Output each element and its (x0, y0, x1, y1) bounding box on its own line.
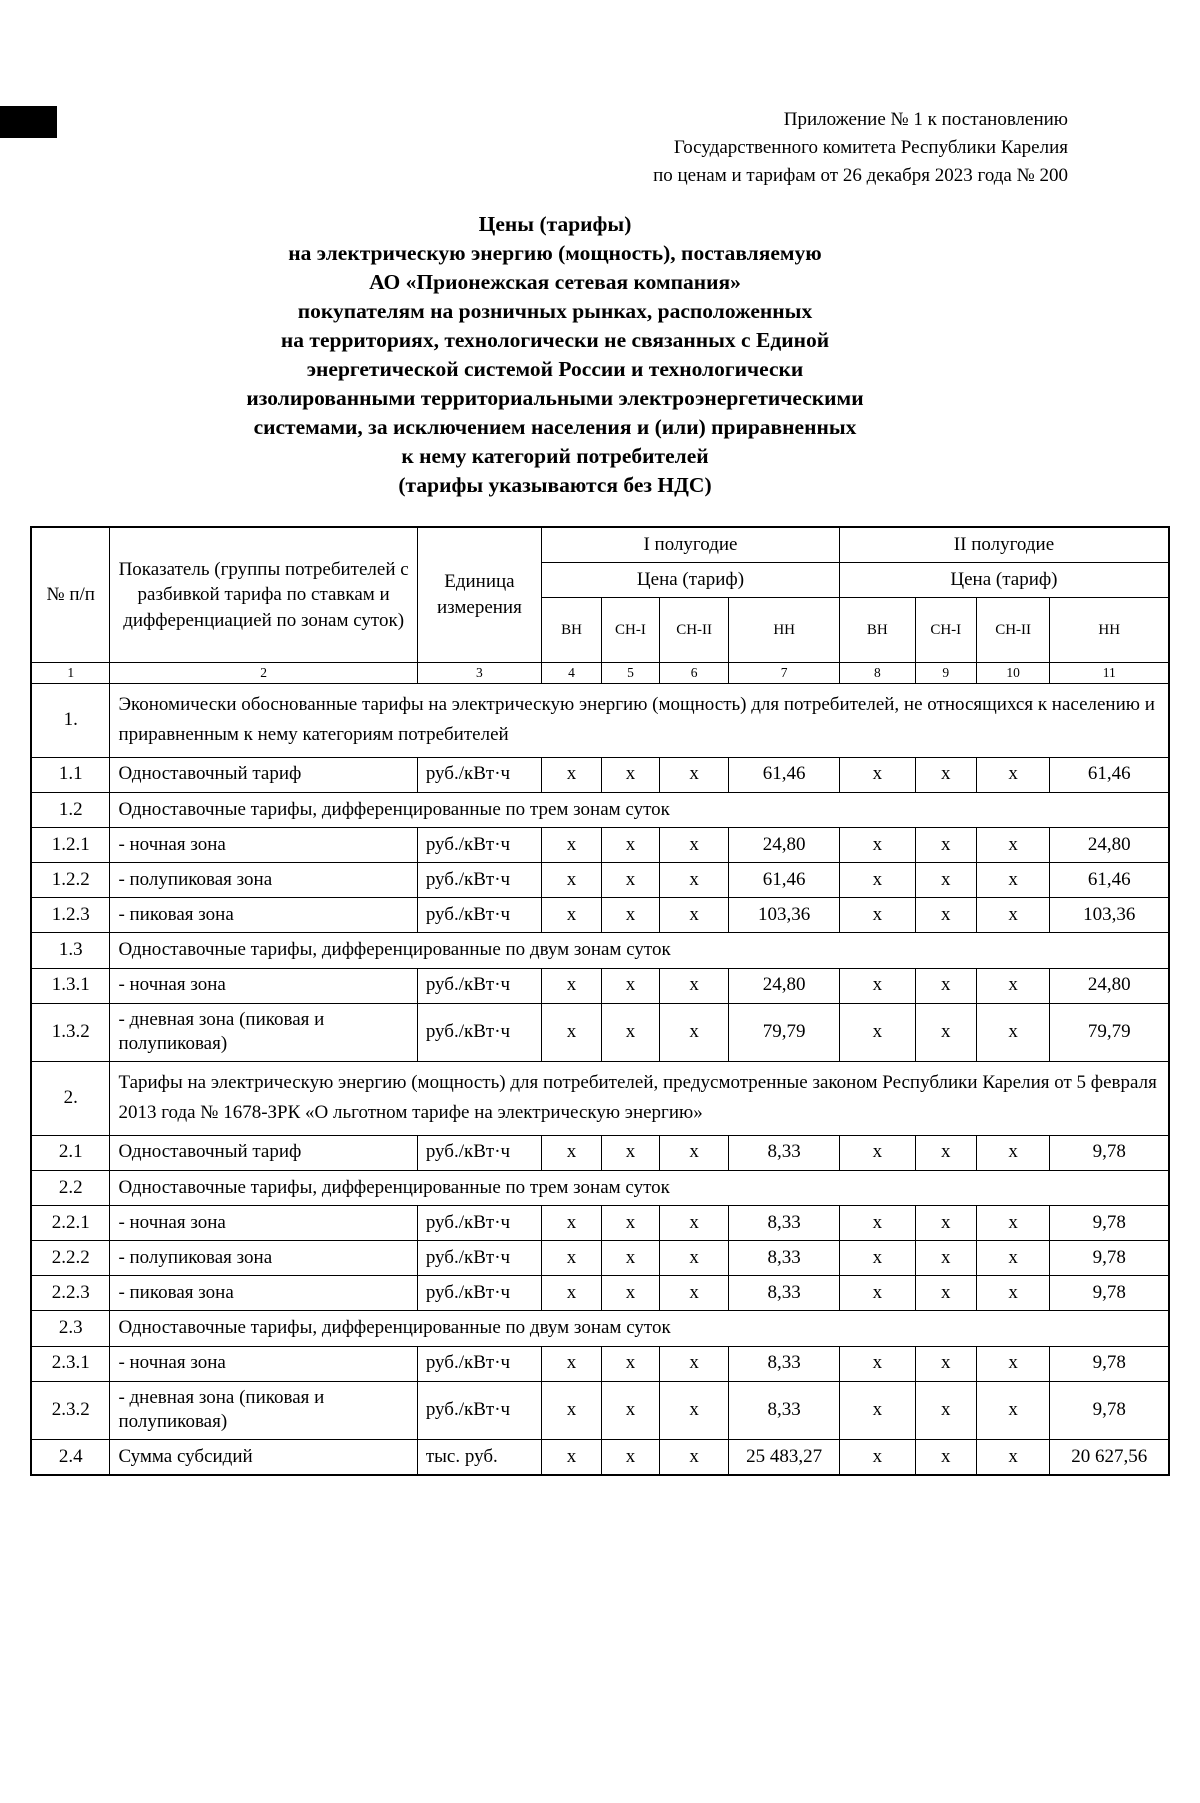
half1-x-cell: х (602, 1241, 660, 1276)
half2-x-cell: х (839, 1276, 915, 1311)
half1-x-cell: х (542, 1439, 602, 1475)
title-line: АО «Прионежская сетевая компания» (369, 270, 741, 294)
half2-nn-value: 20 627,56 (1050, 1439, 1169, 1475)
title-line: на электрическую энергию (мощность), поставляемую (288, 241, 822, 265)
half1-nn-value: 25 483,27 (729, 1439, 840, 1475)
annex-reference (0, 106, 1068, 190)
table-row (31, 1241, 1169, 1276)
half1-nn-value: 8,33 (729, 1381, 840, 1439)
half2-nn-value: 9,78 (1050, 1135, 1169, 1170)
column-number: 8 (839, 663, 915, 684)
half1-x-cell: х (602, 1135, 660, 1170)
half1-x-cell: х (542, 968, 602, 1003)
half1-x-cell: х (602, 1346, 660, 1381)
half1-x-cell: х (542, 1003, 602, 1061)
table-row (31, 1206, 1169, 1241)
title-line: покупателям на розничных рынках, расположенных (297, 299, 813, 323)
table-row (31, 828, 1169, 863)
half2-x-cell: х (915, 828, 976, 863)
header-voltage-sn1: СН-I (602, 598, 660, 663)
table-section-row (31, 1061, 1169, 1135)
half2-x-cell: х (915, 968, 976, 1003)
column-number: 4 (542, 663, 602, 684)
row-indicator: - ночная зона (110, 1346, 417, 1381)
half2-nn-value: 9,78 (1050, 1276, 1169, 1311)
row-section-text: Тарифы на электрическую энергию (мощность) для потребителей, предусмотренные законом Республики Карелия от 5 февраля 2013 года № 1678-ЗРК «О льготном тарифе на электрическую энергию» (110, 1061, 1169, 1135)
header-voltage-nn: НН (1050, 598, 1169, 663)
half2-x-cell: х (915, 898, 976, 933)
table-row (31, 1003, 1169, 1061)
row-section-text: Одноставочные тарифы, дифференцированные по трем зонам суток (110, 1170, 1169, 1205)
column-number: 10 (976, 663, 1050, 684)
half2-x-cell: х (915, 863, 976, 898)
annex-line: по ценам и тарифам от 26 декабря 2023 года № 200 (653, 165, 1068, 186)
row-indicator: - пиковая зона (110, 1276, 417, 1311)
half1-nn-value: 24,80 (729, 828, 840, 863)
row-unit: руб./кВт·ч (417, 968, 541, 1003)
header-half2: II полугодие (839, 527, 1169, 563)
header-col-indicator: Показатель (группы потребителей с разбивкой тарифа по ставкам и дифференциацией по зонам суток) (110, 527, 417, 663)
half1-x-cell: х (542, 828, 602, 863)
half1-x-cell: х (659, 863, 728, 898)
row-number: 2.3.1 (31, 1346, 110, 1381)
row-unit: тыс. руб. (417, 1439, 541, 1475)
column-number: 7 (729, 663, 840, 684)
half1-x-cell: х (602, 863, 660, 898)
half2-x-cell: х (976, 898, 1050, 933)
header-voltage-sn2: СН-II (976, 598, 1050, 663)
half2-nn-value: 24,80 (1050, 828, 1169, 863)
half2-x-cell: х (976, 1276, 1050, 1311)
tariff-table (30, 526, 1170, 1476)
row-unit: руб./кВт·ч (417, 1346, 541, 1381)
row-number: 1.3 (31, 933, 110, 968)
row-number: 2.2.1 (31, 1206, 110, 1241)
table-row (31, 1381, 1169, 1439)
half1-x-cell: х (602, 757, 660, 792)
row-number: 1.2.1 (31, 828, 110, 863)
half2-x-cell: х (839, 968, 915, 1003)
column-number: 11 (1050, 663, 1169, 684)
header-row-halves (31, 527, 1169, 563)
row-unit: руб./кВт·ч (417, 1276, 541, 1311)
row-unit: руб./кВт·ч (417, 1241, 541, 1276)
header-col-unit: Единица измерения (417, 527, 541, 663)
column-number: 5 (602, 663, 660, 684)
half2-x-cell: х (976, 828, 1050, 863)
row-indicator: - полупиковая зона (110, 863, 417, 898)
row-number: 1.2 (31, 792, 110, 827)
row-number: 1. (31, 684, 110, 758)
column-number: 1 (31, 663, 110, 684)
annex-line: Государственного комитета Республики Карелия (673, 137, 1068, 158)
row-indicator: - ночная зона (110, 1206, 417, 1241)
half2-nn-value: 24,80 (1050, 968, 1169, 1003)
row-indicator: - дневная зона (пиковая и полупиковая) (110, 1381, 417, 1439)
half2-x-cell: х (976, 1135, 1050, 1170)
row-indicator: - ночная зона (110, 828, 417, 863)
row-indicator: Одноставочный тариф (110, 757, 417, 792)
half2-x-cell: х (839, 1439, 915, 1475)
half2-x-cell: х (839, 1206, 915, 1241)
half1-x-cell: х (602, 1003, 660, 1061)
row-unit: руб./кВт·ч (417, 863, 541, 898)
table-section-row (31, 792, 1169, 827)
half1-nn-value: 8,33 (729, 1241, 840, 1276)
row-indicator: - дневная зона (пиковая и полупиковая) (110, 1003, 417, 1061)
row-section-text: Одноставочные тарифы, дифференцированные по двум зонам суток (110, 933, 1169, 968)
column-number: 2 (110, 663, 417, 684)
row-unit: руб./кВт·ч (417, 757, 541, 792)
table-header (31, 527, 1169, 684)
half1-nn-value: 24,80 (729, 968, 840, 1003)
document-page (0, 106, 1200, 1803)
table-row (31, 1439, 1169, 1475)
header-voltage-vn: ВН (542, 598, 602, 663)
row-number: 1.3.2 (31, 1003, 110, 1061)
header-col-number: № п/п (31, 527, 110, 663)
half2-x-cell: х (976, 1439, 1050, 1475)
half1-nn-value: 103,36 (729, 898, 840, 933)
header-voltage-vn: ВН (839, 598, 915, 663)
half2-nn-value: 103,36 (1050, 898, 1169, 933)
row-number: 2.3 (31, 1311, 110, 1346)
half1-x-cell: х (659, 1206, 728, 1241)
half1-nn-value: 61,46 (729, 757, 840, 792)
table-row (31, 898, 1169, 933)
half1-x-cell: х (602, 1276, 660, 1311)
row-unit: руб./кВт·ч (417, 1003, 541, 1061)
header-price-half2: Цена (тариф) (839, 563, 1169, 598)
half2-x-cell: х (839, 1241, 915, 1276)
half2-x-cell: х (976, 1381, 1050, 1439)
table-row (31, 1276, 1169, 1311)
half2-x-cell: х (839, 1381, 915, 1439)
half2-x-cell: х (839, 757, 915, 792)
half2-x-cell: х (839, 1003, 915, 1061)
row-number: 2.3.2 (31, 1381, 110, 1439)
row-number: 1.1 (31, 757, 110, 792)
half2-x-cell: х (915, 1439, 976, 1475)
half2-nn-value: 9,78 (1050, 1241, 1169, 1276)
half1-x-cell: х (602, 1381, 660, 1439)
half1-x-cell: х (602, 1439, 660, 1475)
table-row (31, 1346, 1169, 1381)
row-indicator: - ночная зона (110, 968, 417, 1003)
title-line: к нему категорий потребителей (401, 444, 709, 468)
half2-nn-value: 61,46 (1050, 757, 1169, 792)
table-section-row (31, 1311, 1169, 1346)
header-voltage-nn: НН (729, 598, 840, 663)
half1-x-cell: х (602, 968, 660, 1003)
header-price-half1: Цена (тариф) (542, 563, 840, 598)
half1-x-cell: х (659, 1276, 728, 1311)
half1-x-cell: х (659, 1439, 728, 1475)
half2-nn-value: 79,79 (1050, 1003, 1169, 1061)
row-section-text: Одноставочные тарифы, дифференцированные по двум зонам суток (110, 1311, 1169, 1346)
column-number: 6 (659, 663, 728, 684)
row-indicator: - пиковая зона (110, 898, 417, 933)
table-row (31, 863, 1169, 898)
row-unit: руб./кВт·ч (417, 898, 541, 933)
half2-x-cell: х (839, 898, 915, 933)
row-unit: руб./кВт·ч (417, 828, 541, 863)
row-unit: руб./кВт·ч (417, 1135, 541, 1170)
half1-x-cell: х (659, 757, 728, 792)
half1-nn-value: 61,46 (729, 863, 840, 898)
title-line: системами, за исключением населения и (или) приравненных (253, 415, 857, 439)
half2-x-cell: х (839, 1135, 915, 1170)
half1-x-cell: х (659, 1381, 728, 1439)
title-line: на территориях, технологически не связанных с Единой (280, 328, 830, 352)
half1-x-cell: х (542, 898, 602, 933)
title-line: Цены (тарифы) (478, 212, 632, 236)
column-number: 9 (915, 663, 976, 684)
half2-x-cell: х (976, 1346, 1050, 1381)
row-number: 1.3.1 (31, 968, 110, 1003)
table-row (31, 1135, 1169, 1170)
table-section-row (31, 933, 1169, 968)
row-section-text: Экономически обоснованные тарифы на электрическую энергию (мощность) для потребителей, не относящихся к населению и приравненным к нему категориям потребителей (110, 684, 1169, 758)
half1-nn-value: 8,33 (729, 1276, 840, 1311)
title-line: энергетической системой России и технологически (306, 357, 804, 381)
half1-x-cell: х (602, 828, 660, 863)
table-section-row (31, 684, 1169, 758)
row-number: 2.2.3 (31, 1276, 110, 1311)
table-row (31, 968, 1169, 1003)
half1-x-cell: х (659, 1003, 728, 1061)
half2-nn-value: 9,78 (1050, 1346, 1169, 1381)
document-title (0, 210, 1200, 500)
half2-x-cell: х (976, 1206, 1050, 1241)
half2-x-cell: х (915, 1135, 976, 1170)
half1-x-cell: х (542, 1276, 602, 1311)
column-number: 3 (417, 663, 541, 684)
title-line: изолированными территориальными электроэнергетическими (246, 386, 864, 410)
half2-nn-value: 9,78 (1050, 1206, 1169, 1241)
tariff-table-body (31, 684, 1169, 1475)
half2-x-cell: х (976, 1003, 1050, 1061)
half1-x-cell: х (659, 1346, 728, 1381)
half2-nn-value: 61,46 (1050, 863, 1169, 898)
row-number: 2.4 (31, 1439, 110, 1475)
half2-x-cell: х (915, 1003, 976, 1061)
half1-x-cell: х (602, 1206, 660, 1241)
row-number: 1.2.3 (31, 898, 110, 933)
half2-x-cell: х (915, 1381, 976, 1439)
row-number: 2.2 (31, 1170, 110, 1205)
row-number: 1.2.2 (31, 863, 110, 898)
half1-x-cell: х (542, 1381, 602, 1439)
half2-x-cell: х (839, 863, 915, 898)
row-indicator: Сумма субсидий (110, 1439, 417, 1475)
half2-x-cell: х (976, 757, 1050, 792)
header-half1: I полугодие (542, 527, 840, 563)
half2-nn-value: 9,78 (1050, 1381, 1169, 1439)
header-voltage-sn1: СН-I (915, 598, 976, 663)
half1-nn-value: 8,33 (729, 1135, 840, 1170)
half1-nn-value: 8,33 (729, 1206, 840, 1241)
half1-x-cell: х (542, 1346, 602, 1381)
half1-x-cell: х (602, 898, 660, 933)
table-section-row (31, 1170, 1169, 1205)
half2-x-cell: х (915, 1276, 976, 1311)
row-indicator: Одноставочный тариф (110, 1135, 417, 1170)
half1-x-cell: х (659, 1135, 728, 1170)
half2-x-cell: х (839, 828, 915, 863)
half1-x-cell: х (542, 1241, 602, 1276)
half1-x-cell: х (659, 898, 728, 933)
half2-x-cell: х (976, 1241, 1050, 1276)
row-unit: руб./кВт·ч (417, 1381, 541, 1439)
half2-x-cell: х (915, 1346, 976, 1381)
table-row (31, 757, 1169, 792)
half1-x-cell: х (542, 757, 602, 792)
row-section-text: Одноставочные тарифы, дифференцированные по трем зонам суток (110, 792, 1169, 827)
half1-x-cell: х (659, 828, 728, 863)
half1-x-cell: х (659, 1241, 728, 1276)
half2-x-cell: х (976, 863, 1050, 898)
half2-x-cell: х (915, 1206, 976, 1241)
half2-x-cell: х (915, 757, 976, 792)
scan-artifact (0, 106, 57, 138)
header-row-column-numbers (31, 663, 1169, 684)
row-indicator: - полупиковая зона (110, 1241, 417, 1276)
half2-x-cell: х (839, 1346, 915, 1381)
half1-x-cell: х (542, 1135, 602, 1170)
half1-x-cell: х (542, 1206, 602, 1241)
half1-nn-value: 8,33 (729, 1346, 840, 1381)
row-number: 2.2.2 (31, 1241, 110, 1276)
annex-line: Приложение № 1 к постановлению (783, 109, 1068, 130)
header-voltage-sn2: СН-II (659, 598, 728, 663)
title-line: (тарифы указываются без НДС) (398, 473, 712, 497)
half1-x-cell: х (542, 863, 602, 898)
row-number: 2.1 (31, 1135, 110, 1170)
half2-x-cell: х (976, 968, 1050, 1003)
half2-x-cell: х (915, 1241, 976, 1276)
half1-x-cell: х (659, 968, 728, 1003)
half1-nn-value: 79,79 (729, 1003, 840, 1061)
row-unit: руб./кВт·ч (417, 1206, 541, 1241)
row-number: 2. (31, 1061, 110, 1135)
